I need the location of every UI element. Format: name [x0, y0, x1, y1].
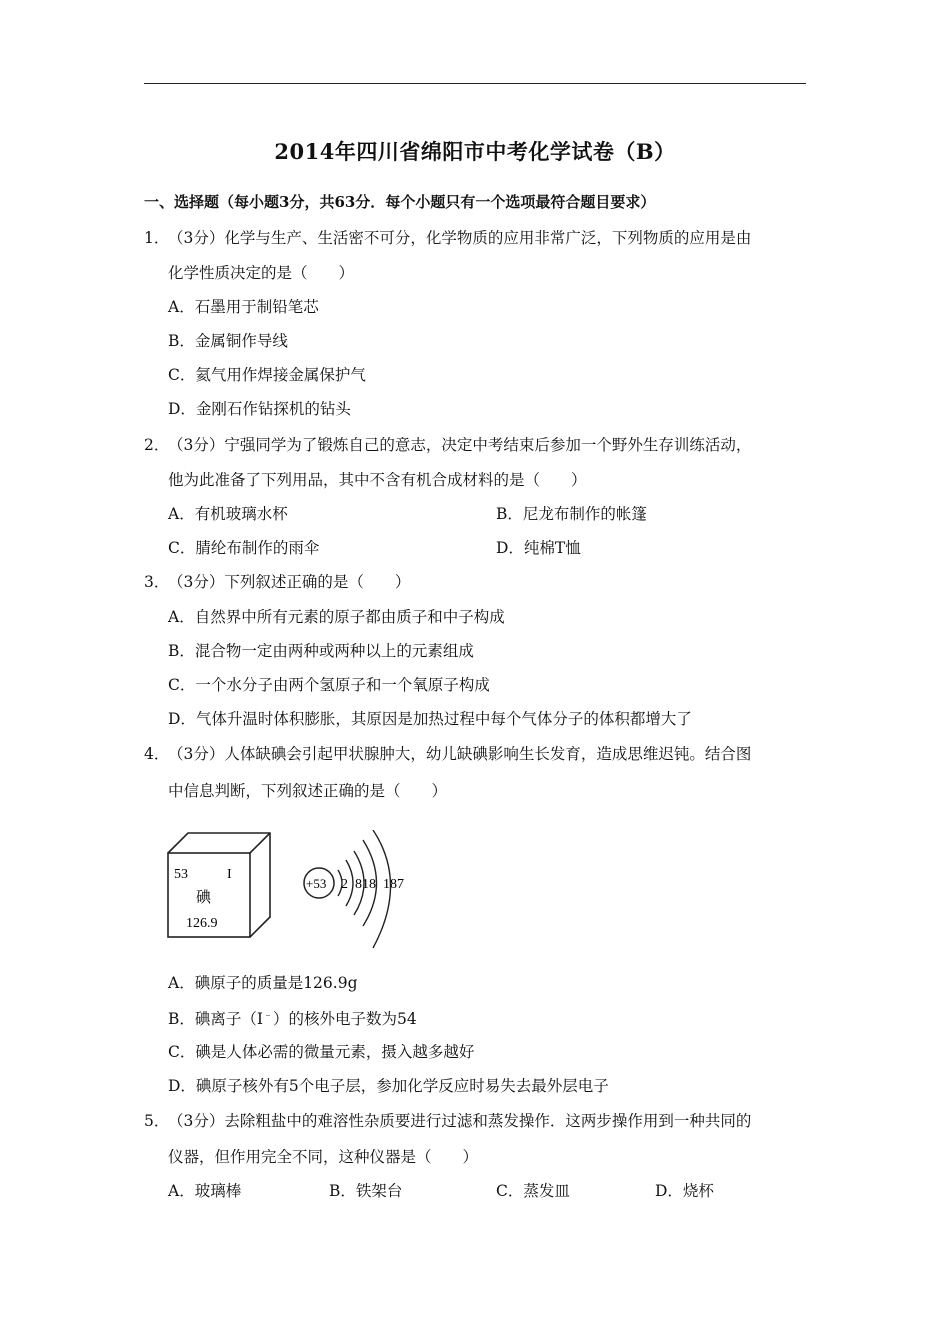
- question-text: （3分）下列叙述正确的是（ ）: [168, 573, 411, 591]
- question-text: 中信息判断，下列叙述正确的是（ ）: [168, 782, 448, 800]
- section-heading: 一、选择题（每小题3分，共63分．每个小题只有一个选项最符合题目要求）: [144, 193, 656, 211]
- option: B．混合物一定由两种或两种以上的元素组成: [168, 642, 474, 660]
- option: A．石墨用于制铅笔芯: [168, 298, 319, 316]
- iodine-figure: [166, 830, 426, 955]
- header-rule: [144, 83, 806, 84]
- option: B．铁架台: [329, 1182, 403, 1200]
- question-text: 他为此准备了下列用品，其中不含有机合成材料的是（ ）: [168, 471, 587, 489]
- option: C．一个水分子由两个氢原子和一个氧原子构成: [168, 676, 490, 694]
- option: [168, 1006, 417, 1029]
- question-text: （3分）人体缺碘会引起甲状腺肿大，幼儿缺碘影响生长发育，造成思维迟钝。结合图: [168, 745, 752, 763]
- question-text: （3分）化学与生产、生活密不可分，化学物质的应用非常广泛，下列物质的应用是由: [168, 229, 752, 247]
- option: B．金属铜作导线: [168, 332, 288, 350]
- element-symbol: I: [227, 867, 232, 882]
- charge-superscript: ﹣: [263, 1010, 274, 1021]
- question-number: 4．: [144, 745, 170, 763]
- option: D．金刚石作钻探机的钻头: [168, 400, 351, 418]
- option-text: B．碘离子（I: [168, 1010, 264, 1029]
- question-text: 化学性质决定的是（ ）: [168, 264, 355, 282]
- option: D．气体升温时体积膨胀，其原因是加热过程中每个气体分子的体积都增大了: [168, 710, 692, 728]
- option: C．氦气用作焊接金属保护气: [168, 366, 366, 384]
- question-text: （3分）宁强同学为了锻炼自己的意志，决定中考结束后参加一个野外生存训练活动，: [168, 436, 752, 454]
- option: B．尼龙布制作的帐篷: [496, 505, 647, 523]
- question-number: 3．: [144, 573, 170, 591]
- question-number: 1．: [144, 229, 170, 247]
- option: D．碘原子核外有5个电子层，参加化学反应时易失去最外层电子: [168, 1077, 609, 1095]
- question-text: （3分）去除粗盐中的难溶性杂质要进行过滤和蒸发操作．这两步操作用到一种共同的: [168, 1112, 752, 1130]
- shell-electrons: 2 818 187: [341, 877, 404, 892]
- option: A．碘原子的质量是126.9g: [168, 974, 358, 992]
- question-number: 2．: [144, 436, 170, 454]
- question-text: 仪器，但作用完全不同，这种仪器是（ ）: [168, 1148, 479, 1166]
- atomic-number: 53: [174, 867, 188, 882]
- question-number: 5．: [144, 1112, 170, 1130]
- option: D．烧杯: [655, 1182, 714, 1200]
- option: C．腈纶布制作的雨伞: [168, 539, 320, 557]
- option-text: ）的核外电子数为54: [273, 1010, 417, 1029]
- option: A．玻璃棒: [168, 1182, 242, 1200]
- option: A．自然界中所有元素的原子都由质子和中子构成: [168, 608, 505, 626]
- atomic-mass: 126.9: [186, 916, 218, 931]
- option: C．碘是人体必需的微量元素，摄入越多越好: [168, 1043, 475, 1061]
- option: D．纯棉T恤: [496, 539, 581, 557]
- element-name: 碘: [196, 888, 212, 906]
- page-title: 2014年四川省绵阳市中考化学试卷（B）: [274, 139, 676, 164]
- nucleus-charge: +53: [306, 876, 327, 891]
- option: C．蒸发皿: [496, 1182, 570, 1200]
- option: A．有机玻璃水杯: [168, 505, 288, 523]
- element-card: [168, 833, 270, 937]
